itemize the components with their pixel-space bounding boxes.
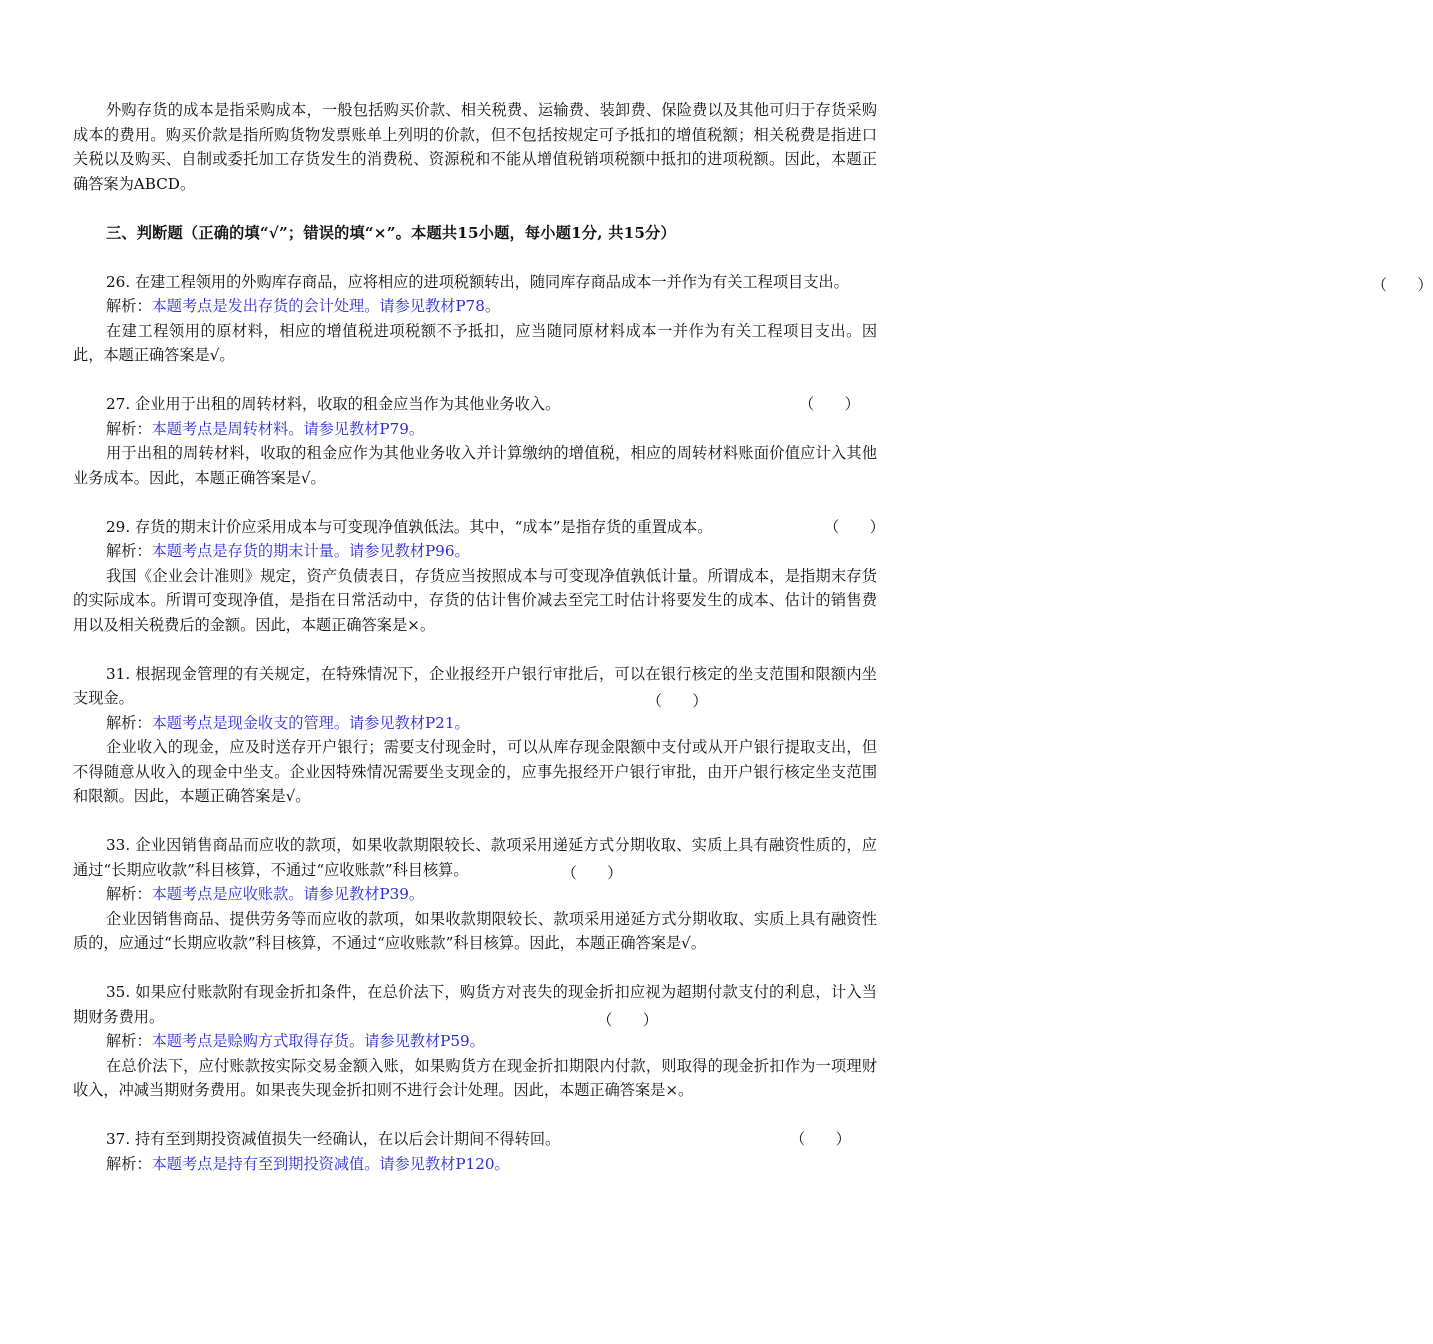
analysis-ref: 解析：本题考点是周转材料。请参见教材P79。 [106, 419, 425, 438]
question-text: 35. 如果应付账款附有现金折扣条件，在总价法下，购货方对丧失的现金折扣应视为超期付款支付的利息，计入当期财务费用。 （ ） [73, 980, 877, 1029]
question-37 [73, 1127, 877, 1176]
intro-paragraph: 外购存货的成本是指采购成本，一般包括购买价款、相关税费、运输费、装卸费、保险费以及其他可归于存货采购成本的费用。购买价款是指所购货物发票账单上列明的价款，但不包括按规定可予抵扣的增值税额；相关税费是指进口关税以及购买、自制或委托加工存货发生的消费税、资源税和不能从增值税销项税额中抵扣的进项税额。因此，本题正确答案为ABCD。 [73, 101, 877, 193]
question-text: 26. 在建工程领用的外购库存商品，应将相应的进项税额转出，随同库存商品成本一并作为有关工程项目支出。 （ ） [73, 270, 877, 295]
analysis-ref: 解析：本题考点是现金收支的管理。请参见教材P21。 [106, 713, 470, 732]
analysis-text: 在建工程领用的原材料，相应的增值税进项税额不予抵扣，应当随同原材料成本一并作为有关工程项目支出。因此，本题正确答案是√。 [73, 321, 877, 364]
question-text: 29. 存货的期末计价应采用成本与可变现净值孰低法。其中，“成本”是指存货的重置成本。 （ ） [73, 515, 877, 540]
answer-blank[interactable]: （ ） [646, 692, 708, 710]
answer-blank[interactable]: （ ） [790, 1130, 851, 1148]
analysis-text: 我国《企业会计准则》规定，资产负债表日，存货应当按照成本与可变现净值孰低计量。所谓成本，是指期末存货的实际成本。所谓可变现净值，是指在日常活动中，存货的估计售价减去至完工时估计将要发生的成本、估计的销售费用以及相关税费后的金额。因此，本题正确答案是×。 [73, 566, 877, 634]
question-text: 33. 企业因销售商品而应收的款项，如果收款期限较长、款项采用递延方式分期收取、实质上具有融资性质的，应通过“长期应收款”科目核算，不通过“应收账款”科目核算。 （ ） [73, 833, 877, 882]
question-text: 31. 根据现金管理的有关规定，在特殊情况下，企业报经开户银行审批后，可以在银行核定的坐支范围和限额内坐支现金。 （ ） [73, 662, 877, 711]
analysis-text: 用于出租的周转材料，收取的租金应作为其他业务收入并计算缴纳的增值税，相应的周转材料账面价值应计入其他业务成本。因此，本题正确答案是√。 [73, 444, 877, 487]
section-heading: 三、判断题（正确的填“√”；错误的填“×”。本题共15小题，每小题1分, 共15分） [106, 223, 676, 242]
question-29 [73, 515, 885, 638]
question-26 [73, 270, 1433, 368]
analysis-ref: 解析：本题考点是应收账款。请参见教材P39。 [106, 885, 425, 903]
analysis-ref: 解析：本题考点是存货的期末计量。请参见教材P96。 [106, 542, 470, 560]
question-33 [73, 833, 877, 956]
answer-blank[interactable]: （ ） [597, 1010, 658, 1029]
analysis-ref: 解析：本题考点是赊购方式取得存货。请参见教材P59。 [106, 1032, 485, 1050]
question-27 [73, 392, 877, 490]
analysis-ref: 解析：本题考点是发出存货的会计处理。请参见教材P78。 [106, 297, 501, 315]
answer-blank[interactable]: （ ） [799, 395, 860, 413]
analysis-text: 企业因销售商品、提供劳务等而应收的款项，如果收款期限较长、款项采用递延方式分期收取、实质上具有融资性质的，应通过“长期应收款”科目核算，不通过“应收账款”科目核算。因此，本题正确答案是√。 [73, 909, 877, 952]
analysis-text: 在总价法下，应付账款按实际交易金额入账，如果购货方在现金折扣期限内付款，则取得的现金折扣作为一项理财收入，冲减当期财务费用。如果丧失现金折扣则不进行会计处理。因此，本题正确答案是×。 [73, 1056, 877, 1099]
question-31 [73, 662, 877, 809]
answer-blank[interactable]: （ ） [561, 863, 623, 882]
answer-blank[interactable]: （ ） [1371, 275, 1433, 294]
document-page [73, 98, 1433, 1176]
question-text: 37. 持有至到期投资减值损失一经确认，在以后会计期间不得转回。 （ ） [73, 1127, 877, 1152]
analysis-ref: 解析：本题考点是持有至到期投资减值。请参见教材P120。 [106, 1154, 510, 1173]
question-35 [73, 980, 877, 1103]
analysis-text: 企业收入的现金，应及时送存开户银行；需要支付现金时，可以从库存现金限额中支付或从开户银行提取支出，但不得随意从收入的现金中坐支。企业因特殊情况需要坐支现金的，应事先报经开户银行审批，由开户银行核定坐支范围和限额。因此，本题正确答案是√。 [73, 738, 877, 805]
answer-blank[interactable]: （ ） [824, 517, 885, 536]
question-text: 27. 企业用于出租的周转材料，收取的租金应当作为其他业务收入。 （ ） [73, 392, 877, 417]
